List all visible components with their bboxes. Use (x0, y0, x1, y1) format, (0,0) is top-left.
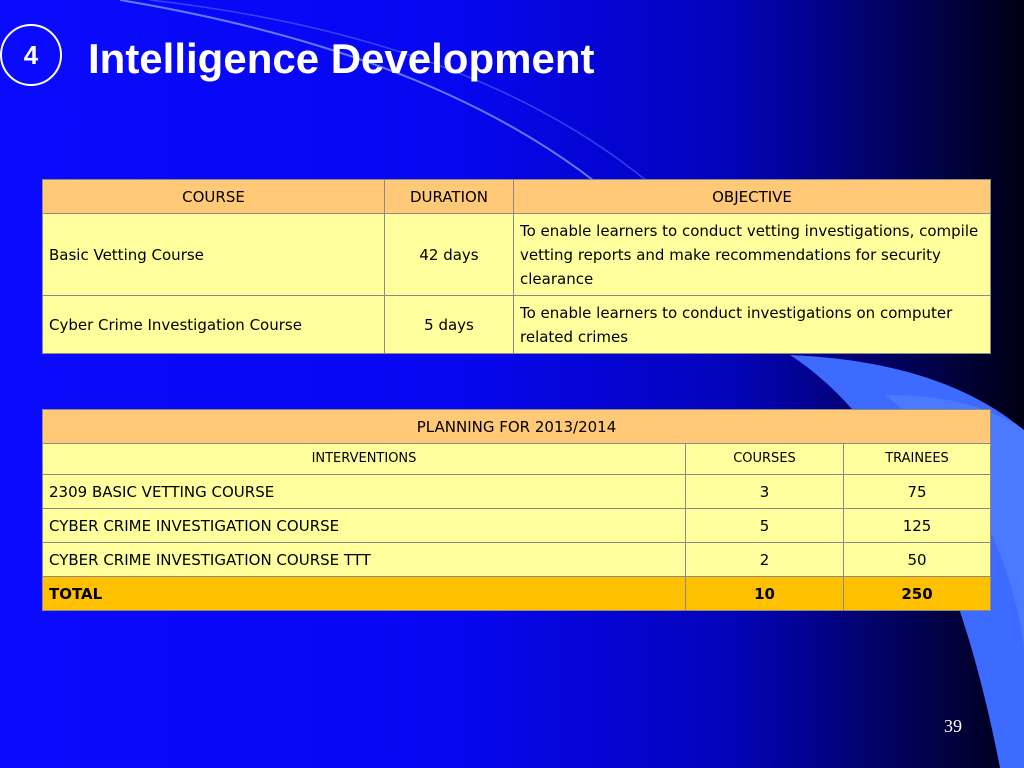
planning-title-row (43, 410, 991, 444)
courses-cell: 3 (686, 475, 844, 509)
total-label: TOTAL (43, 577, 686, 611)
column-header: DURATION (385, 180, 514, 214)
column-header: COURSE (43, 180, 385, 214)
table-row (43, 475, 991, 509)
planning-title: PLANNING FOR 2013/2014 (43, 410, 991, 444)
total-row (43, 577, 991, 611)
objective-cell: To enable learners to conduct vetting investigations, compile vetting reports and make recommendations for security clearance (514, 214, 991, 296)
duration-cell: 42 days (385, 214, 514, 296)
planning-table (42, 409, 991, 611)
table-row (43, 543, 991, 577)
objective-cell: To enable learners to conduct investigations on computer related crimes (514, 296, 991, 354)
course-table (42, 179, 991, 354)
trainees-cell: 75 (844, 475, 991, 509)
column-header: TRAINEES (844, 444, 991, 475)
table-header-row (43, 180, 991, 214)
table-header-row (43, 444, 991, 475)
column-header: COURSES (686, 444, 844, 475)
trainees-cell: 50 (844, 543, 991, 577)
intervention-cell: 2309 BASIC VETTING COURSE (43, 475, 686, 509)
table-row (43, 296, 991, 354)
intervention-cell: CYBER CRIME INVESTIGATION COURSE TTT (43, 543, 686, 577)
duration-cell: 5 days (385, 296, 514, 354)
course-cell: Basic Vetting Course (43, 214, 385, 296)
total-trainees: 250 (844, 577, 991, 611)
courses-cell: 2 (686, 543, 844, 577)
column-header: INTERVENTIONS (43, 444, 686, 475)
trainees-cell: 125 (844, 509, 991, 543)
course-cell: Cyber Crime Investigation Course (43, 296, 385, 354)
total-courses: 10 (686, 577, 844, 611)
table-row (43, 509, 991, 543)
table-row (43, 214, 991, 296)
intervention-cell: CYBER CRIME INVESTIGATION COURSE (43, 509, 686, 543)
column-header: OBJECTIVE (514, 180, 991, 214)
slide-title: Intelligence Development (88, 35, 595, 82)
courses-cell: 5 (686, 509, 844, 543)
slide-number: 39 (944, 716, 962, 736)
section-number-badge: 4 (0, 24, 62, 86)
